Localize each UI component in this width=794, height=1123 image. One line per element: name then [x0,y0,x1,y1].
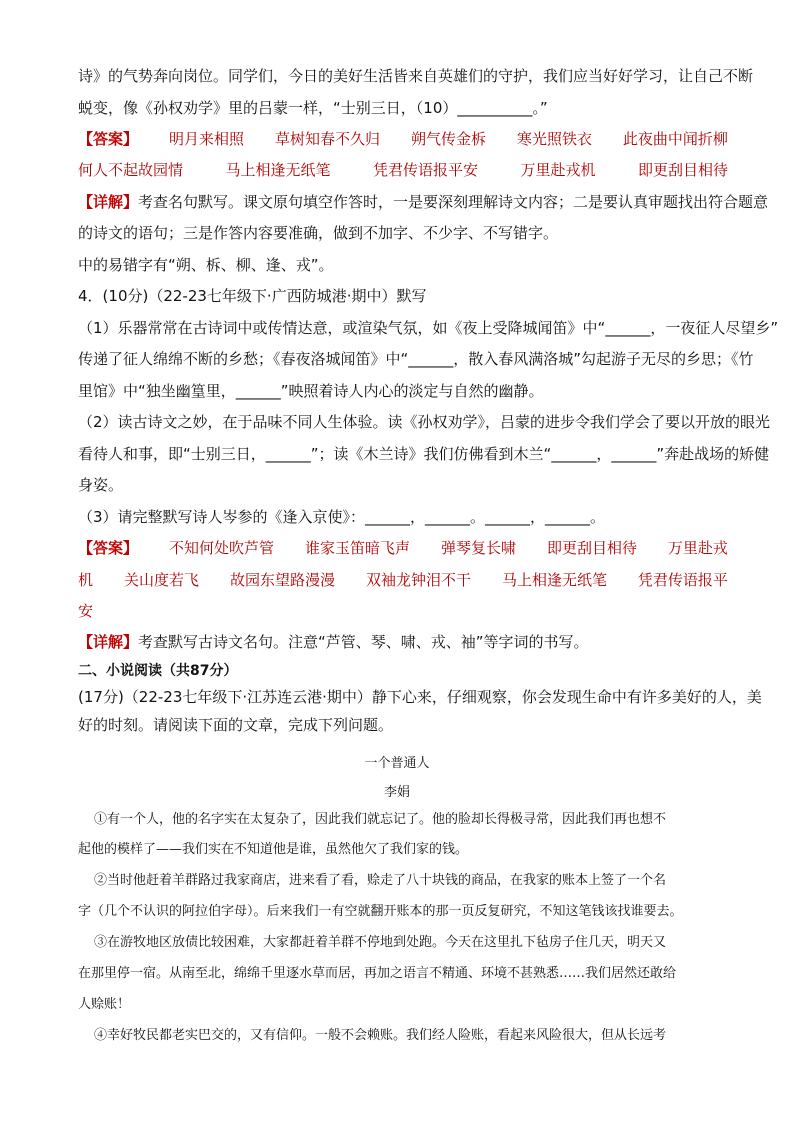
answer-item: 故园东望路漫漫 [229,571,335,589]
article-author: 李娟 [383,785,410,800]
answer-item: 寒光照铁衣 [516,130,592,148]
text-line: （3）请完整默写诗人岑参的《逢入京使》：______，______。______，______。 [78,508,606,526]
text-line: 的诗文的语句；三是作答内容要准确，做到不加字、不少字、不写错字。 [78,224,559,242]
text-line: 看待人和事，即“士别三日，______”；读《木兰诗》我们仿佛看到木兰“______，______”奔赴战场的矫健 [78,445,770,463]
answer-item: 弹琴复长啸 [440,539,516,557]
text-line: (17分)（22-23七年级下·江苏连云港·期中）静下心来，仔细观察，你会发现生命中有许多美好的人，美 [78,688,762,706]
article-line: ②当时他赶着羊群路过我家商店，进来看了看，赊走了八十块钱的商品，在我家的账本上签了一个名 [94,873,667,888]
article-title: 一个普通人 [364,756,430,771]
explanation-text: 考查默写古诗文名句。注意“芦管、琴、啸、戎、袖”等字词的书写。 [138,633,589,651]
answer-item: 安 [78,602,94,620]
text-line: 中的易错字有“朔、柝、柳、逢、戎”。 [78,256,334,274]
explanation-tag: 【详解】 [78,193,139,211]
article-line: 字（几个不认识的阿拉伯字母）。后来我们一有空就翻开账本的那一页反复研究，不知这笔钱该找谁要去。 [78,904,683,919]
article-line: 起他的模样了——我们实在不知道他是谁，虽然他欠了我们家的钱。 [78,842,469,857]
answer-item: 此夜曲中闻折柳 [622,130,728,148]
explanation-line [78,634,728,650]
text-line: 传递了征人绵绵不断的乡愁；《春夜洛城闻笛》中“______，散入春风满洛城”勾起游子无尽的乡思；《竹 [78,350,754,368]
answer-item: 朔气传金柝 [410,130,486,148]
article-line: ③在游牧地区放债比较困难，大家都赶着羊群不停地到处跑。今天在这里扎下毡房子住几天，明天又 [94,935,667,950]
text-line: 诗》的气势奔向岗位。同学们，今日的美好生活皆来自英雄们的守护，我们应当好好学习，让自己不断 [78,67,754,85]
explanation-tag: 【详解】 [78,633,139,651]
explanation-text: 考查名句默写。课文原句填空作答时，一是要深刻理解诗文内容；二是要认真审题找出符合题意 [138,193,769,211]
answer-item: 谁家玉笛暗飞声 [304,539,410,557]
article-line: 人赊账！ [78,997,131,1012]
answer-item: 不知何处吹芦管 [168,539,274,557]
explanation-line [78,193,769,211]
text-line: 里馆》中“独坐幽篁里，______”映照着诗人内心的淡定与自然的幽静。 [78,382,544,400]
answer-item: 何人不起故园情 [78,161,184,179]
answer-item: 凭君传语报平安 [372,161,478,179]
answer-item: 马上相逢无纸笔 [501,571,607,589]
question-heading: 4．(10分)（22-23七年级下·广西防城港·期中）默写 [78,287,427,305]
article-line: ④幸好牧民都老实巴交的，又有信仰。一般不会赖账。我们经人险账，看起来风险很大，但从长远考 [94,1028,667,1043]
section-heading: 二、小说阅读（共87分） [78,663,238,679]
text-line: 身姿。 [78,476,124,494]
answer-item: 万里赴戎机 [520,161,596,179]
answer-tag: 【答案】 [78,539,139,557]
answer-row-4 [78,572,728,588]
answer-item: 明月来相照 [168,130,244,148]
answer-item: 万里赴戎 [667,539,728,557]
answer-item: 草树知春不久归 [274,130,380,148]
text-line: 好的时刻。请阅读下面的文章，完成下列问题。 [78,716,394,734]
answer-row-3 [78,540,728,556]
text-line: （1）乐器常常在古诗词中或传情达意，或渲染气氛，如《夜上受降城闻笛》中“______，一夜征人尽望乡” [78,319,779,337]
article-line: ①有一个人，他的名字实在太复杂了，因此我们就忘记了。他的脸却长得极寻常，因此我们再也想不 [94,812,667,827]
answer-item: 机 [78,571,94,589]
answer-tag: 【答案】 [78,130,139,148]
answer-item: 凭君传语报平 [637,571,728,589]
answer-item: 马上相逢无纸笔 [225,161,331,179]
answer-item: 关山度若飞 [123,571,199,589]
answer-item: 即更刮目相待 [637,161,728,179]
answer-item: 双袖龙钟泪不干 [365,571,471,589]
text-line: 蜕变，像《孙权劝学》里的吕蒙一样，“士别三日，（10）__________。” [78,99,548,117]
text-line: （2）读古诗文之妙，在于品味不同人生体验。读《孙权劝学》，吕蒙的进步令我们学会了要以开放的眼光 [78,413,771,431]
answer-item: 即更刮目相待 [546,539,637,557]
answer-row-1 [78,131,728,147]
article-line: 在那里停一宿。从南至北，绵绵千里逐水草而居，再加之语言不精通、环境不甚熟悉……我们居然还敢给 [78,966,677,981]
answer-row-2 [78,162,728,178]
